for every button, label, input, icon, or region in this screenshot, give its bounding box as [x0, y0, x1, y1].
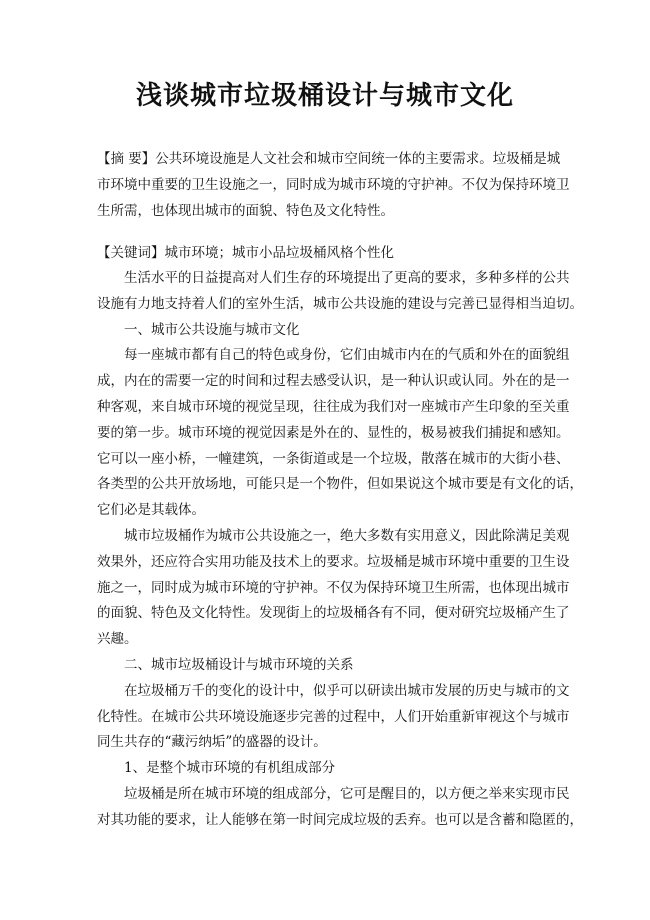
- paragraph-line: 设施有力地支持着人们的室外生活，城市公共设施的建设与完善已显得相当迫切。: [97, 295, 583, 312]
- abstract-line: 市环境中重要的卫生设施之一，同时成为城市环境的守护神。不仅为保持环境卫: [97, 176, 570, 193]
- paragraph-line: 各类型的公共开放场地，可能只是一个物件，但如果说这个城市要是有文化的话，: [97, 476, 583, 493]
- keywords-text: 城市环境；城市小品垃圾桶风格个性化: [164, 245, 394, 261]
- abstract-line: 生所需，也体现出城市的面貌、特色及文化特性。: [97, 202, 394, 219]
- document-title: 浅谈城市垃圾桶设计与城市文化: [135, 81, 514, 111]
- section-heading: 二、城市垃圾桶设计与城市环境的关系: [124, 656, 354, 673]
- paragraph-line: 每一座城市都有自己的特色或身份，它们由城市内在的气质和外在的面貌组: [124, 347, 570, 364]
- paragraph-line: 化特性。在城市公共环境设施逐步完善的过程中，人们开始重新审视这个与城市: [97, 708, 570, 725]
- paragraph-line: 种客观，来自城市环境的视觉呈现，往往成为我们对一座城市产生印象的至关重: [97, 398, 570, 415]
- paragraph-line: 同生共存的“藏污纳垢”的盛器的设计。: [97, 734, 327, 751]
- abstract: [97, 147, 570, 224]
- body-text: [97, 266, 583, 834]
- paragraph-line: 在垃圾桶万千的变化的设计中，似乎可以研读出城市发展的历史与城市的文: [124, 682, 570, 699]
- paragraph-line: 垃圾桶是所在城市环境的组成部分，它可是醒目的，以方便之举来实现市民: [124, 785, 570, 802]
- keywords: [97, 241, 553, 267]
- abstract-line: 【摘 要】公共环境设施是人文社会和城市空间统一体的主要需求。垃圾桶是城: [97, 151, 561, 167]
- keywords-label: 【关键词】: [97, 245, 165, 261]
- paragraph-line: 效果外，还应符合实用功能及技术上的要求。垃圾桶是城市环境中重要的卫生设: [97, 553, 570, 570]
- paragraph-line: 成，内在的需要一定的时间和过程去感受认识，是一种认识或认同。外在的是一: [97, 373, 570, 390]
- abstract-label: 【摘 要】: [97, 151, 156, 167]
- paragraph-line: 兴趣。: [97, 631, 138, 648]
- paragraph-line: 的面貌、特色及文化特性。发现街上的垃圾桶各有不同，便对研究垃圾桶产生了: [97, 605, 570, 622]
- paragraph-line: 城市垃圾桶作为城市公共设施之一，绝大多数有实用意义，因此除满足美观: [124, 527, 570, 544]
- paragraph-line: 要的第一步。城市环境的视觉因素是外在的、显性的，极易被我们捕捉和感知。: [97, 424, 570, 441]
- paragraph-line: 它可以一座小桥，一幢建筑，一条街道或是一个垃圾，散落在城市的大街小巷、: [97, 450, 570, 467]
- keywords-line: [97, 241, 553, 267]
- paragraph-line: 它们必是其载体。: [97, 502, 205, 519]
- paragraph-line: 施之一，同时成为城市环境的守护神。不仅为保持环境卫生所需，也体现出城市: [97, 579, 570, 596]
- subsection-heading: 1、是整个城市环境的有机组成部分: [124, 760, 336, 777]
- paragraph-line: 生活水平的日益提高对人们生存的环境提出了更高的要求，多种多样的公共: [124, 270, 570, 286]
- section-heading: 一、城市公共设施与城市文化: [124, 321, 300, 338]
- paragraph-line: 对其功能的要求，让人能够在第一时间完成垃圾的丢弃。也可以是含蓄和隐匿的，: [97, 811, 583, 828]
